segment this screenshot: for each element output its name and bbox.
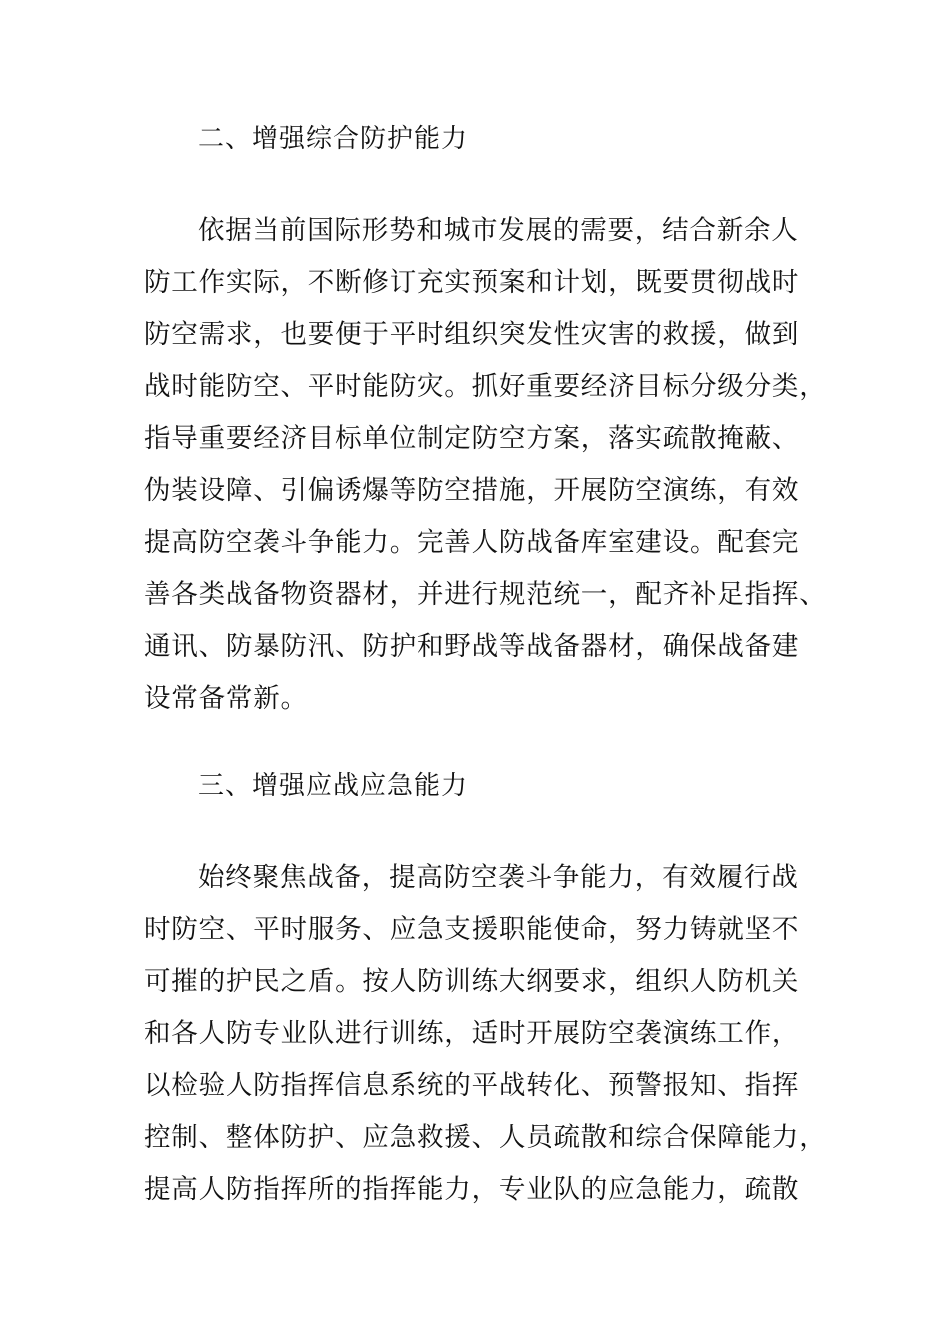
paragraph-line: 战时能防空、平时能防灾。抓好重要经济目标分级分类， [144,371,827,402]
paragraph-line: 和各人防专业队进行训练，适时开展防空袭演练工作， [144,1018,800,1049]
paragraph-line: 时防空、平时服务、应急支援职能使命，努力铸就坚不 [144,914,800,945]
section-paragraph-3 [144,852,827,1216]
paragraph-line: 防空需求，也要便于平时组织突发性灾害的救援，做到 [144,319,800,350]
paragraph-line: 始终聚焦战备，提高防空袭斗争能力，有效履行战 [198,862,799,893]
section-paragraph-2 [144,205,827,725]
paragraph-line: 以检验人防指挥信息系统的平战转化、预警报知、指挥 [144,1070,800,1101]
paragraph-line: 通讯、防暴防汛、防护和野战等战备器材，确保战备建 [144,631,800,662]
paragraph-line: 可摧的护民之盾。按人防训练大纲要求，组织人防机关 [144,966,800,997]
paragraph-line: 设常备常新。 [144,683,308,714]
paragraph-line: 提高人防指挥所的指挥能力，专业队的应急能力，疏散 [144,1174,800,1205]
paragraph-line: 依据当前国际形势和城市发展的需要，结合新余人 [198,215,799,246]
paragraph-line: 善各类战备物资器材，并进行规范统一，配齐补足指挥、 [144,579,827,610]
paragraph-line: 控制、整体防护、应急救援、人员疏散和综合保障能力， [144,1122,827,1153]
section-heading-2: 二、增强综合防护能力 [198,124,469,154]
paragraph-line: 提高防空袭斗争能力。完善人防战备库室建设。配套完 [144,527,800,558]
section-heading-3: 三、增强应战应急能力 [198,771,469,801]
paragraph-line: 指导重要经济目标单位制定防空方案，落实疏散掩蔽、 [144,423,800,454]
paragraph-line: 防工作实际，不断修订充实预案和计划，既要贯彻战时 [144,267,800,298]
paragraph-line: 伪装设障、引偏诱爆等防空措施，开展防空演练，有效 [144,475,800,506]
